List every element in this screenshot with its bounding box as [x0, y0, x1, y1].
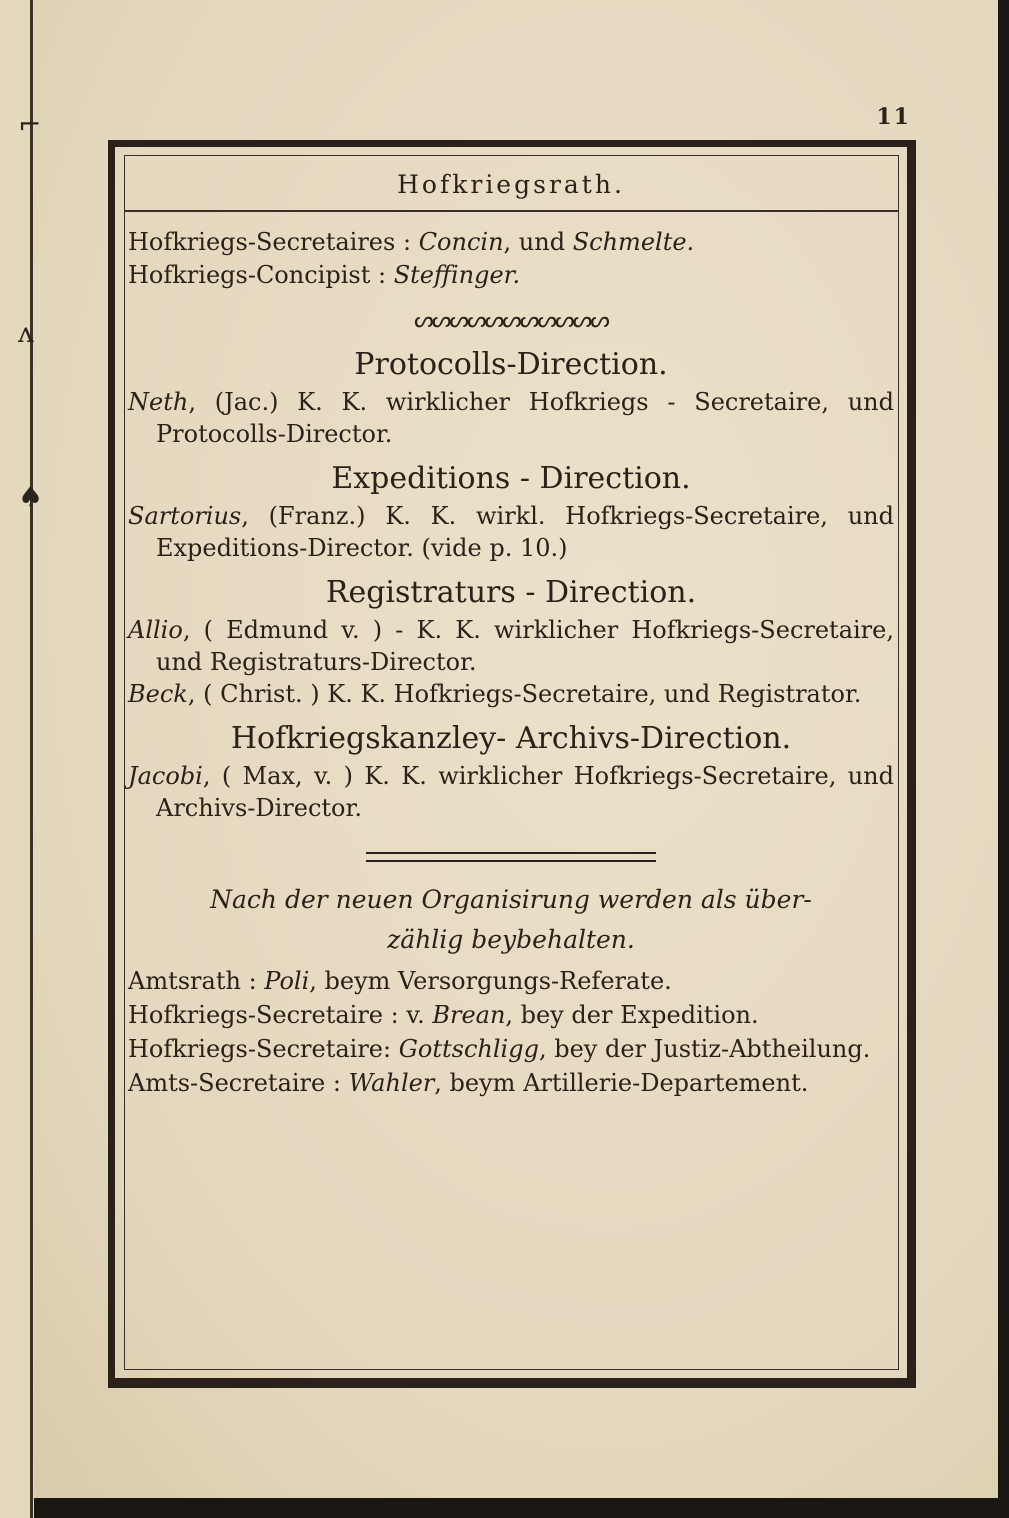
person-name: Steffinger.: [393, 261, 521, 289]
person-name: Schmelte.: [572, 228, 695, 256]
entry: Sartorius, (Franz.) K. K. wirkl. Hofkriegs-Secretaire, und Expeditions-Director. (vide p. 10.): [128, 502, 894, 562]
page-number: 11: [876, 104, 911, 130]
gutter-rule: [30, 0, 33, 1518]
entry: Jacobi, ( Max, v. ) K. K. wirklicher Hofkriegs-Secretaire, und Archivs-Director.: [128, 762, 894, 822]
gutter-mark: ʌ: [18, 316, 34, 349]
entry: Neth, (Jac.) K. K. wirklicher Hofkriegs - Secretaire, und Protocolls-Director.: [128, 388, 894, 448]
person-name: Concin: [418, 228, 504, 256]
double-rule: [366, 852, 656, 862]
supernumerary-list: [128, 966, 894, 1098]
section-title: Registraturs - Direction.: [325, 575, 697, 610]
list-item: Amts-Secretaire : Wahler, beym Artillerie-Departement.: [128, 1069, 809, 1097]
section-title: Hofkriegskanzley- Archivs-Direction.: [230, 721, 792, 756]
person-name: Sartorius: [128, 502, 242, 530]
person-name: Allio: [128, 616, 183, 644]
section-title: Expeditions - Direction.: [331, 461, 691, 496]
gutter-mark: ♠: [18, 480, 44, 513]
ornament-divider: ᔕᔕᔕᔕᔕᔕᔕᔕᔕᔕᔕ: [414, 308, 608, 333]
person-name: Poli: [264, 967, 310, 995]
page-content: [128, 160, 894, 1098]
section-protocolls: [128, 344, 894, 450]
person-name: Jacobi: [128, 762, 203, 790]
list-item: Amtsrath : Poli, beym Versorgungs-Referate.: [128, 967, 672, 995]
person-name: Beck: [128, 680, 188, 708]
gutter-mark: ⌐: [18, 108, 42, 141]
list-item: Hofkriegs-Secretaire : v. Brean, bey der Expedition.: [128, 1001, 759, 1029]
section-archivs: [128, 718, 894, 824]
person-name: Brean: [432, 1001, 506, 1029]
page-header: Hofkriegsrath.: [124, 160, 898, 212]
section-registraturs: [128, 572, 894, 710]
intro-block: [128, 226, 894, 292]
note-heading: Nach der neuen Organisirung werden als über- zählig beybehalten.: [210, 885, 812, 954]
binding-gutter: [0, 0, 34, 1518]
entry: Beck, ( Christ. ) K. K. Hofkriegs-Secretaire, und Registrator.: [128, 680, 862, 708]
person-name: Gottschligg: [398, 1035, 539, 1063]
intro-line-2: Hofkriegs-Concipist : Steffinger.: [128, 261, 521, 289]
entry: Allio, ( Edmund v. ) - K. K. wirklicher Hofkriegs-Secretaire, und Registraturs-Director.: [128, 616, 894, 676]
intro-line-1: Hofkriegs-Secretaires : Concin, und Schmelte.: [128, 228, 695, 256]
section-title: Protocolls-Direction.: [354, 347, 668, 382]
person-name: Neth: [128, 388, 189, 416]
list-item: Hofkriegs-Secretaire: Gottschligg, bey der Justiz-Abtheilung.: [128, 1035, 871, 1063]
section-expeditions: [128, 458, 894, 564]
person-name: Wahler: [348, 1069, 435, 1097]
